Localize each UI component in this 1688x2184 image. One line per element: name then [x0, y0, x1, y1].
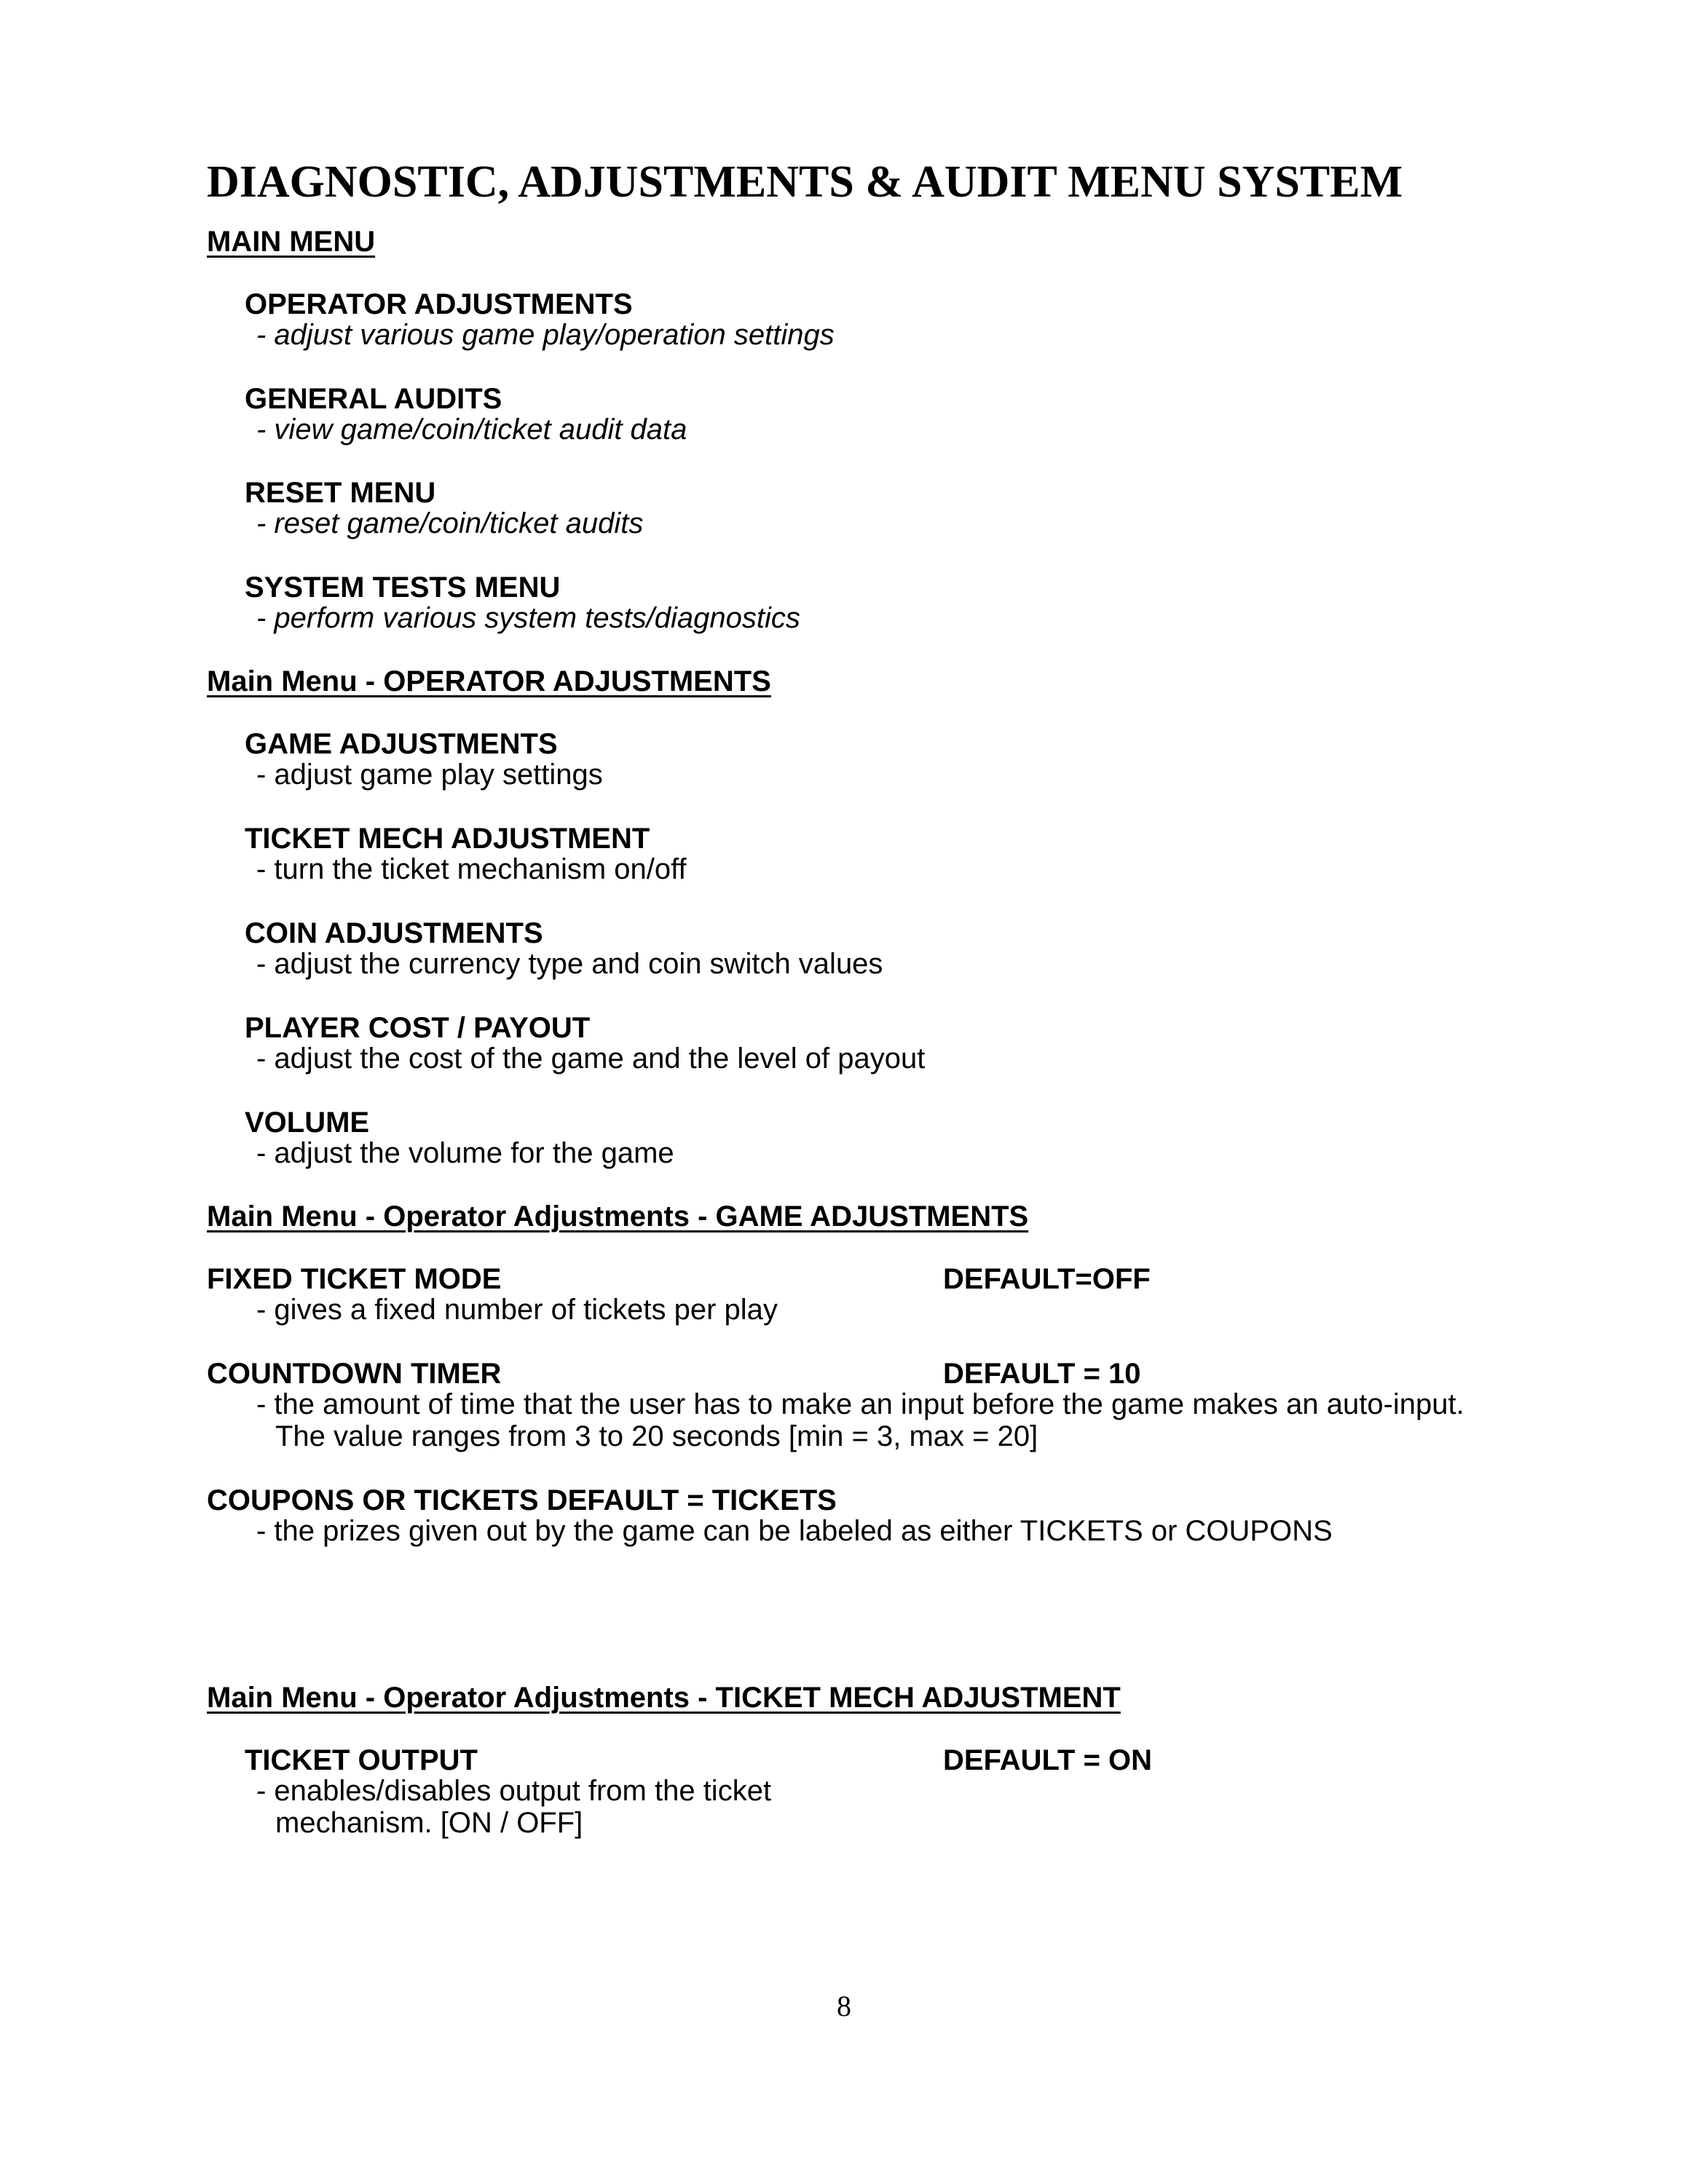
fixed-ticket-mode-title: FIXED TICKET MODE	[207, 1263, 502, 1295]
game-adjustments-desc: - adjust game play settings	[256, 759, 603, 791]
countdown-timer-default: DEFAULT = 10	[943, 1358, 1141, 1390]
fixed-ticket-mode-default: DEFAULT=OFF	[943, 1263, 1151, 1295]
general-audits-desc: - view game/coin/ticket audit data	[256, 414, 687, 446]
system-tests-menu-title: SYSTEM TESTS MENU	[245, 571, 561, 604]
general-audits-title: GENERAL AUDITS	[245, 383, 502, 415]
coupons-or-tickets-desc: - the prizes given out by the game can be labeled as either TICKETS or COUPONS	[256, 1515, 1333, 1547]
ticket-output-desc-cont: mechanism. [ON / OFF]	[275, 1807, 583, 1839]
coin-adjustments-desc: - adjust the currency type and coin switch values	[256, 948, 883, 980]
countdown-timer-desc-cont: The value ranges from 3 to 20 seconds [min = 3, max = 20]	[275, 1420, 1038, 1452]
countdown-timer-desc: - the amount of time that the user has to make an input before the game makes an auto-input.	[256, 1388, 1464, 1420]
ticket-mech-adjustment-title: TICKET MECH ADJUSTMENT	[245, 823, 650, 855]
player-cost-payout-title: PLAYER COST / PAYOUT	[245, 1012, 591, 1044]
reset-menu-desc: - reset game/coin/ticket audits	[256, 507, 644, 539]
player-cost-payout-desc: - adjust the cost of the game and the level of payout	[256, 1042, 926, 1075]
coin-adjustments-title: COIN ADJUSTMENTS	[245, 917, 543, 949]
ticket-mech-adjustment-desc: - turn the ticket mechanism on/off	[256, 853, 687, 885]
game-adjustments-heading: Main Menu - Operator Adjustments - GAME ADJUSTMENTS	[207, 1200, 1029, 1233]
operator-adjustments-title: OPERATOR ADJUSTMENTS	[245, 288, 633, 320]
operator-adjustments-desc: - adjust various game play/operation settings	[256, 319, 835, 351]
ticket-output-default: DEFAULT = ON	[943, 1744, 1153, 1776]
fixed-ticket-mode-desc: - gives a fixed number of tickets per play	[256, 1294, 778, 1326]
system-tests-menu-desc: - perform various system tests/diagnostics	[256, 602, 800, 634]
ticket-mech-heading: Main Menu - Operator Adjustments - TICKET MECH ADJUSTMENT	[207, 1682, 1121, 1714]
operator-adjustments-heading: Main Menu - OPERATOR ADJUSTMENTS	[207, 665, 771, 697]
page-number: 8	[837, 1990, 851, 2022]
game-adjustments-title: GAME ADJUSTMENTS	[245, 728, 558, 760]
ticket-output-title: TICKET OUTPUT	[245, 1744, 478, 1776]
countdown-timer-title: COUNTDOWN TIMER	[207, 1358, 502, 1390]
main-menu-heading: MAIN MENU	[207, 226, 376, 258]
volume-title: VOLUME	[245, 1107, 370, 1139]
ticket-output-desc: - enables/disables output from the ticket	[256, 1775, 772, 1807]
volume-desc: - adjust the volume for the game	[256, 1137, 674, 1169]
page-title: DIAGNOSTIC, ADJUSTMENTS & AUDIT MENU SYSTEM	[207, 157, 1403, 207]
coupons-or-tickets-title: COUPONS OR TICKETS DEFAULT = TICKETS	[207, 1484, 837, 1516]
reset-menu-title: RESET MENU	[245, 477, 436, 509]
